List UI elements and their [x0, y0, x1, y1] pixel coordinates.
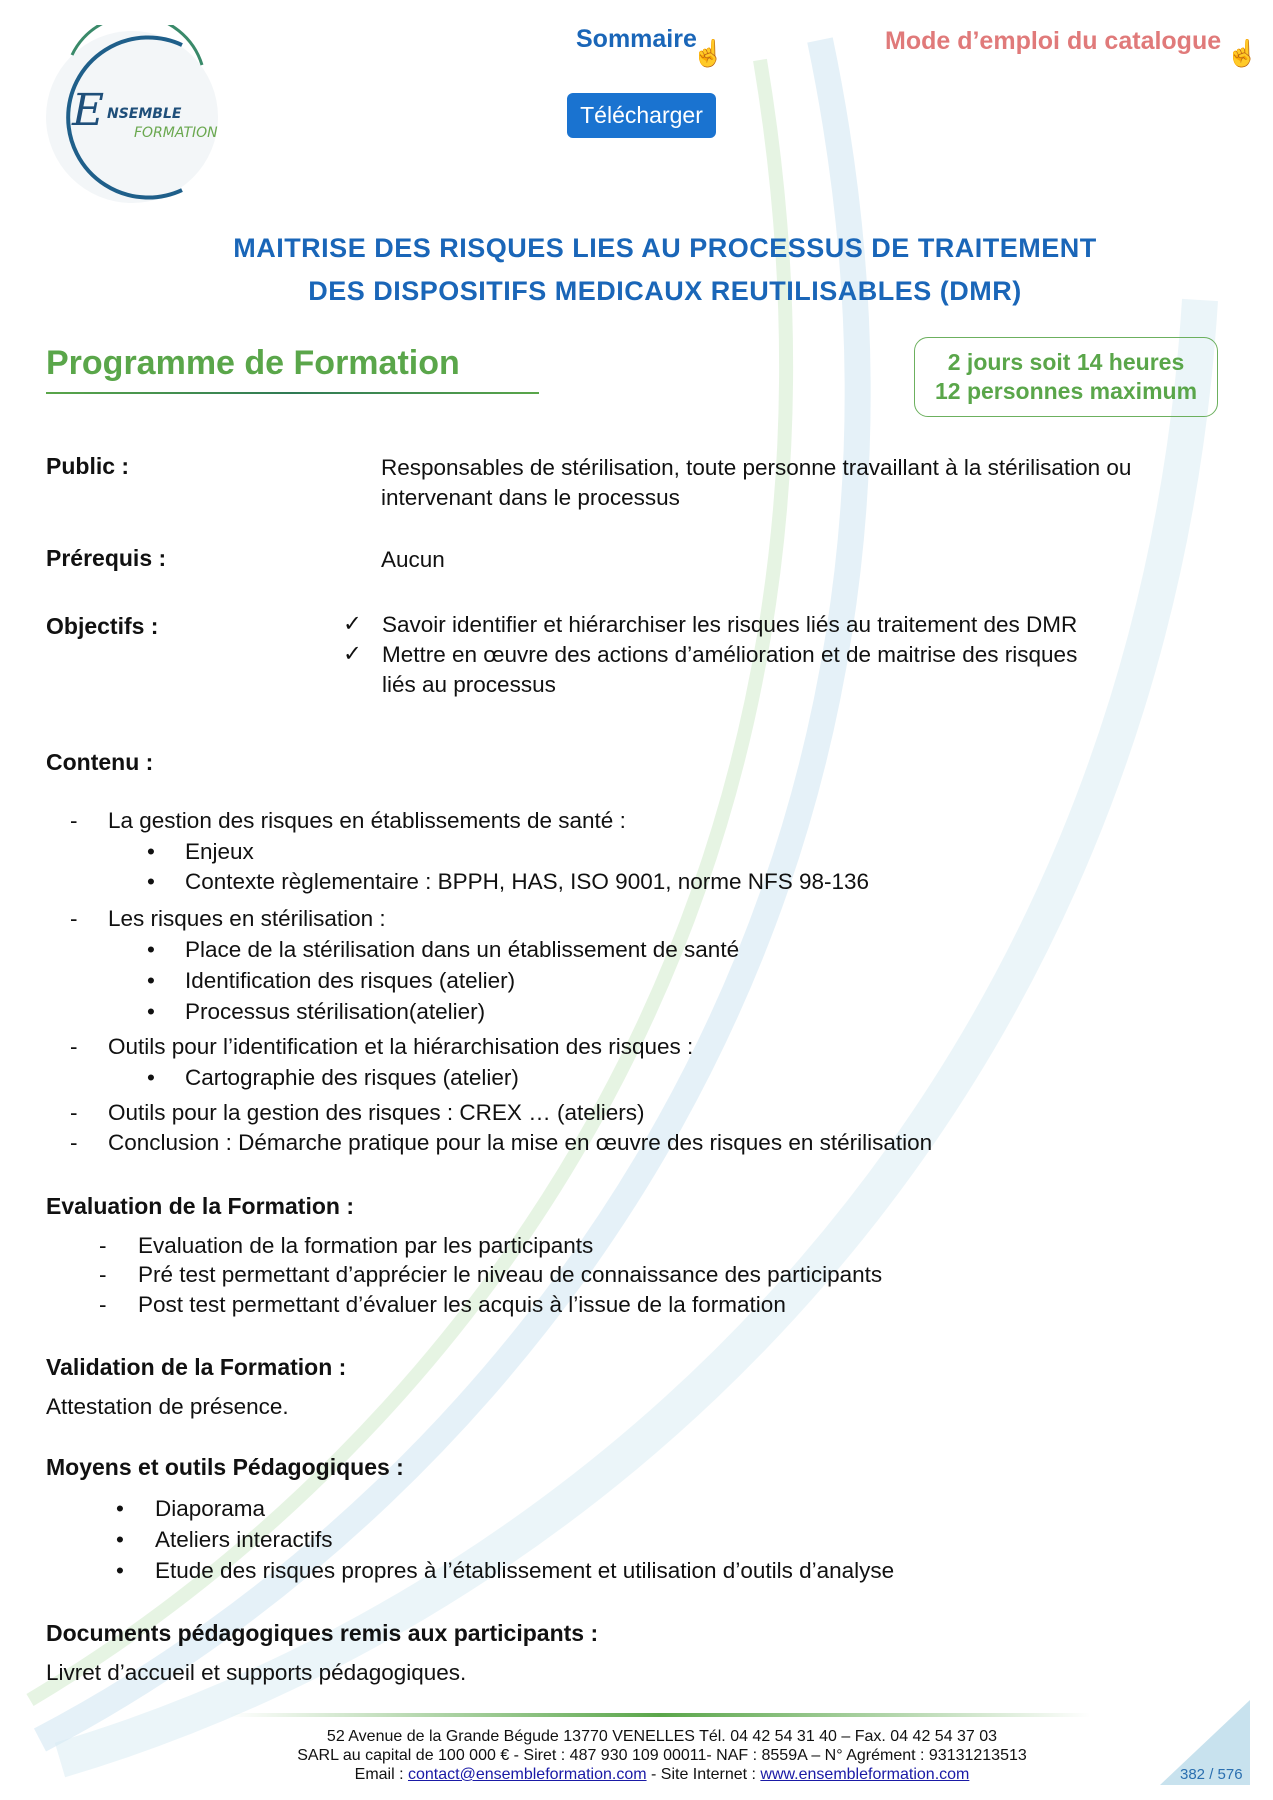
- dash-bullet: -: [70, 1130, 78, 1155]
- contenu-item: Conclusion : Démarche pratique pour la mise en œuvre des risques en stérilisation: [108, 1130, 933, 1155]
- site-label: - Site Internet :: [646, 1766, 761, 1783]
- mode-emploi-link[interactable]: Mode d’emploi du catalogue: [885, 27, 1222, 55]
- footer-contact: [0, 1766, 1273, 1784]
- dash-bullet: -: [99, 1233, 107, 1258]
- evaluation-item: Pré test permettant d’apprécier le niveau de connaissance des participants: [138, 1262, 883, 1287]
- page-number: 382 / 576: [1180, 1766, 1243, 1783]
- contenu-item: La gestion des risques en établissements de santé :: [108, 808, 626, 833]
- email-link[interactable]: contact@ensembleformation.com: [407, 1766, 647, 1783]
- bullet-icon: •: [147, 869, 155, 894]
- duration-text: 2 jours soit 14 heures: [947, 349, 1185, 375]
- heading-underline: [46, 392, 539, 394]
- moyens-label: Moyens et outils Pédagogiques :: [46, 1454, 404, 1480]
- svg-text:E: E: [72, 85, 105, 136]
- moyens-item: Etude des risques propres à l’établissement et utilisation d’outils d’analyse: [155, 1558, 895, 1583]
- prerequis-label: Prérequis :: [46, 545, 167, 571]
- objectif-item: liés au processus: [382, 672, 556, 697]
- dash-bullet: -: [70, 906, 78, 931]
- bullet-icon: •: [147, 839, 155, 864]
- svg-text:NSEMBLE: NSEMBLE: [107, 106, 182, 122]
- dash-bullet: -: [70, 1034, 78, 1059]
- dash-bullet: -: [99, 1262, 107, 1287]
- moyens-item: Diaporama: [155, 1496, 266, 1521]
- public-label: Public :: [46, 453, 130, 479]
- page-title-line1: MAITRISE DES RISQUES LIES AU PROCESSUS DE TRAITEMENT: [233, 233, 1097, 263]
- documents-text: Livret d’accueil et supports pédagogiques.: [46, 1660, 467, 1685]
- bullet-icon: •: [147, 968, 155, 993]
- validation-text: Attestation de présence.: [46, 1394, 289, 1419]
- contenu-item: Les risques en stérilisation :: [108, 906, 386, 931]
- footer-legal: SARL au capital de 100 000 € - Siret : 487 930 109 00011- NAF : 8559A – N° Agrément : 93131213513: [297, 1747, 1027, 1764]
- objectif-item: Savoir identifier et hiérarchiser les risques liés au traitement des DMR: [382, 612, 1078, 637]
- objectif-item: Mettre en œuvre des actions d’amélioration et de maitrise des risques: [382, 642, 1078, 667]
- checkmark-icon: ✓: [343, 641, 362, 666]
- contenu-subitem: Identification des risques (atelier): [185, 968, 516, 993]
- moyens-item: Ateliers interactifs: [155, 1527, 333, 1552]
- evaluation-label: Evaluation de la Formation :: [46, 1193, 354, 1219]
- bullet-icon: •: [116, 1496, 124, 1521]
- dash-bullet: -: [70, 808, 78, 833]
- sommaire-link[interactable]: Sommaire: [576, 25, 697, 53]
- contenu-subitem: Contexte règlementaire : BPPH, HAS, ISO 9001, norme NFS 98-136: [185, 869, 870, 894]
- capacity-text: 12 personnes maximum: [934, 378, 1198, 404]
- bullet-icon: •: [147, 1065, 155, 1090]
- email-label: Email :: [354, 1766, 408, 1783]
- documents-label: Documents pédagogiques remis aux participants :: [46, 1620, 599, 1646]
- objectifs-label: Objectifs :: [46, 613, 159, 639]
- bullet-icon: •: [116, 1558, 124, 1583]
- footer-address: 52 Avenue de la Grande Bégude 13770 VENELLES Tél. 04 42 54 31 40 – Fax. 04 42 54 37 03: [326, 1728, 998, 1745]
- bullet-icon: •: [116, 1527, 124, 1552]
- page-title-line2: DES DISPOSITIFS MEDICAUX REUTILISABLES (DMR): [308, 276, 1022, 306]
- bullet-icon: •: [147, 937, 155, 962]
- evaluation-item: Evaluation de la formation par les participants: [138, 1233, 594, 1258]
- contenu-label: Contenu :: [46, 749, 154, 775]
- ensemble-formation-logo: [32, 25, 232, 203]
- contenu-subitem: Enjeux: [185, 839, 254, 864]
- website-link[interactable]: www.ensembleformation.com: [760, 1766, 970, 1783]
- dash-bullet: -: [99, 1292, 107, 1317]
- dash-bullet: -: [70, 1100, 78, 1125]
- public-text: Responsables de stérilisation, toute personne travaillant à la stérilisation ou: [381, 455, 1132, 480]
- prerequis-text: Aucun: [381, 547, 445, 572]
- contenu-subitem: Processus stérilisation(atelier): [185, 999, 486, 1024]
- checkmark-icon: ✓: [343, 611, 362, 636]
- bullet-icon: •: [147, 999, 155, 1024]
- svg-text:FORMATION: FORMATION: [134, 125, 218, 141]
- contenu-subitem: Cartographie des risques (atelier): [185, 1065, 519, 1090]
- contenu-subitem: Place de la stérilisation dans un établissement de santé: [185, 937, 740, 962]
- hand-pointer-icon: ☝: [692, 38, 725, 68]
- programme-heading: Programme de Formation: [46, 344, 460, 382]
- contenu-item: Outils pour l’identification et la hiérarchisation des risques :: [108, 1034, 694, 1059]
- hand-pointer-icon: ☝: [1226, 38, 1259, 68]
- footer-divider: [230, 1713, 1090, 1717]
- evaluation-item: Post test permettant d’évaluer les acquis à l’issue de la formation: [138, 1292, 786, 1317]
- public-text: intervenant dans le processus: [381, 485, 680, 510]
- telecharger-button[interactable]: Télécharger: [567, 93, 716, 138]
- contenu-item: Outils pour la gestion des risques : CREX … (ateliers): [108, 1100, 645, 1125]
- validation-label: Validation de la Formation :: [46, 1354, 347, 1380]
- duration-box: [914, 337, 1218, 417]
